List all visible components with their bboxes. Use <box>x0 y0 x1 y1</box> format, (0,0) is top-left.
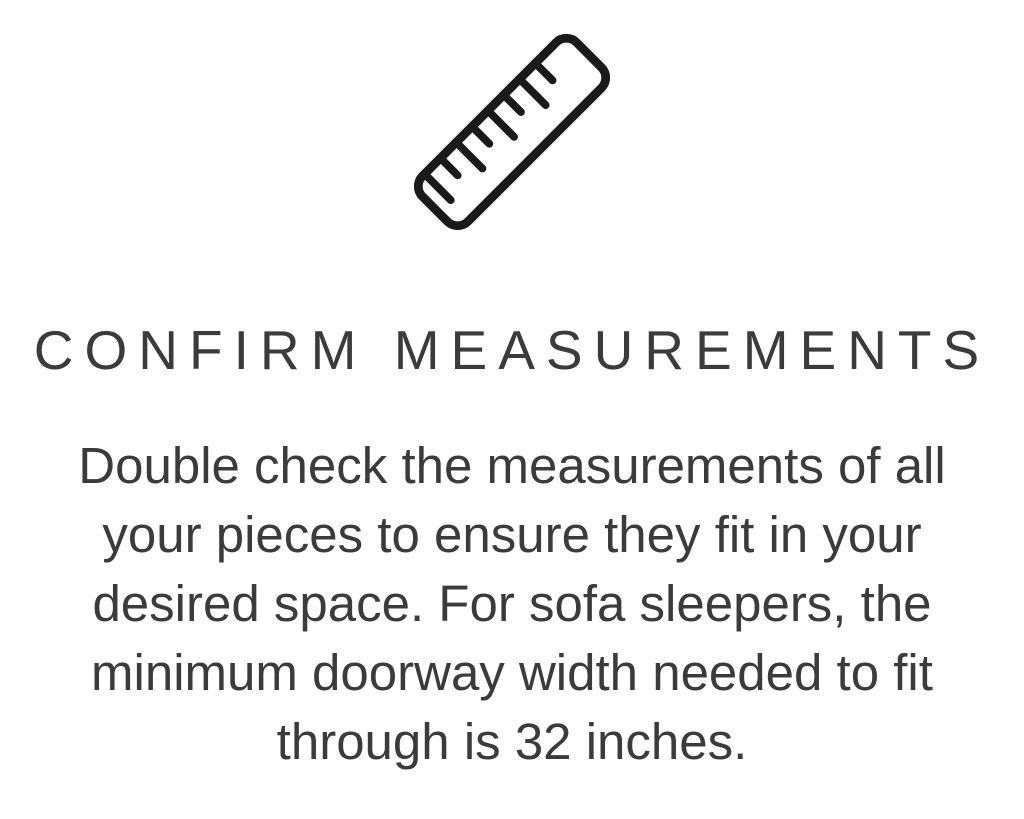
ruler-icon <box>402 22 622 242</box>
description-line: Double check the measurements of all <box>78 436 946 494</box>
description-line: desired space. For sofa sleepers, the <box>92 574 932 632</box>
description-line: minimum doorway width needed to fit <box>91 643 933 701</box>
section-title: CONFIRM MEASUREMENTS <box>33 319 991 381</box>
description-line: your pieces to ensure they fit in your <box>102 505 922 563</box>
description-line: through is 32 inches. <box>276 712 748 770</box>
section-description <box>78 431 945 776</box>
